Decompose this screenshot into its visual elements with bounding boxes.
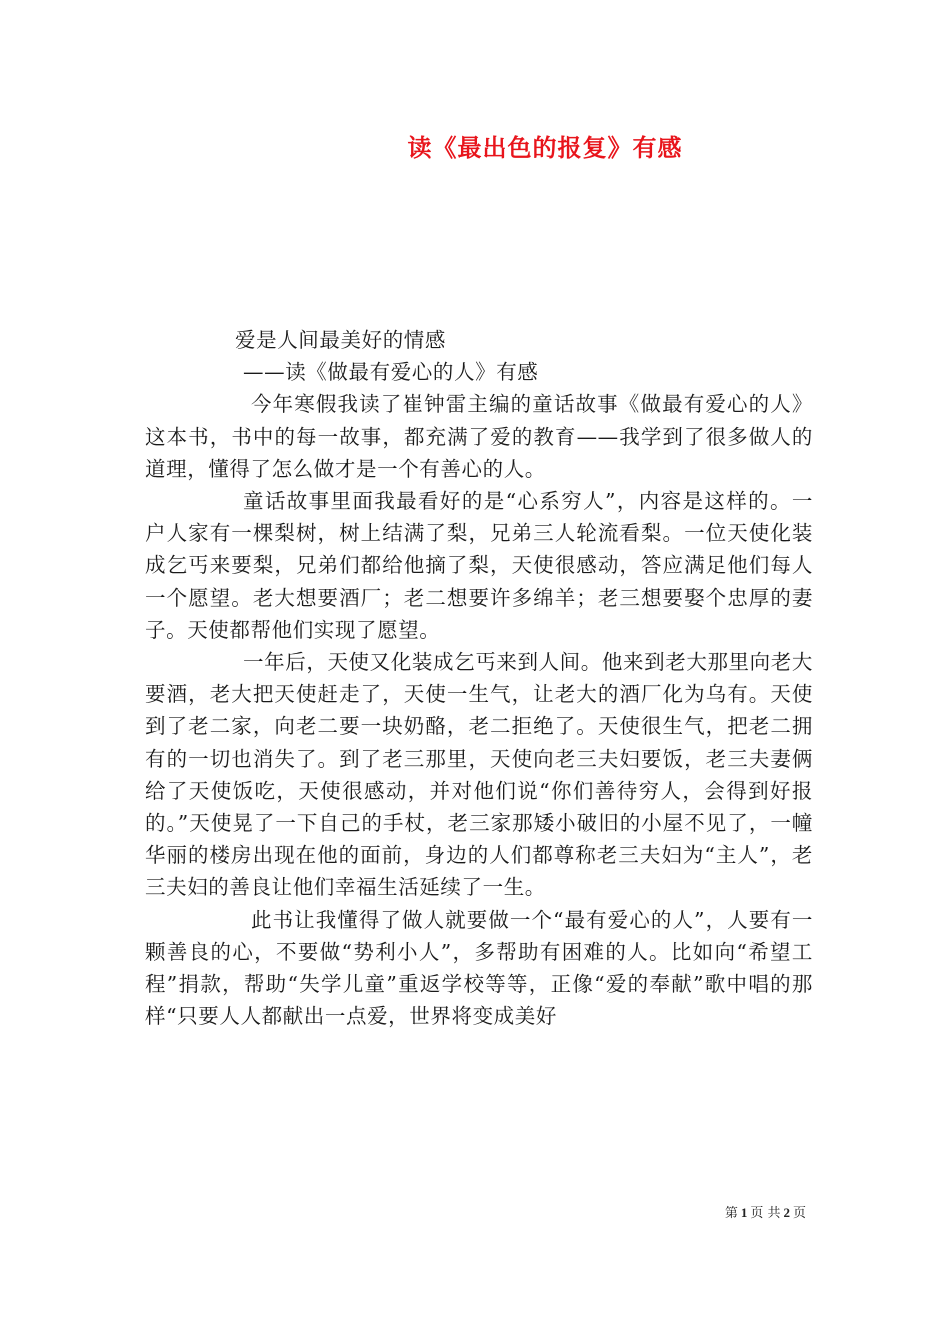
footer-total-pages: 2 (783, 1205, 790, 1220)
document-body (145, 324, 813, 1032)
footer-suffix: 页 (792, 1206, 806, 1221)
paragraph-intro: 今年寒假我读了崔钟雷主编的童话故事《做最有爱心的人》这本书，书中的每一故事，都充满了爱的教育——我学到了很多做人的道理，懂得了怎么做才是一个有善心的人。 (145, 392, 813, 481)
document-title: 读《最出色的报复》有感 (407, 134, 683, 162)
paragraph-story-outcome: 一年后，天使又化装成乞丐来到人间。他来到老大那里向老大要酒，老大把天使赶走了，天使一生气，让老大的酒厂化为乌有。天使到了老二家，向老二要一块奶酪，老二拒绝了。天使很生气，把老二拥有的一切也消失了。到了老三那里，天使向老三夫妇要饭，老三夫妻俩给了天使饭吃，天使很感动，并对他们说“你们善待穷人，会得到好报的。”天使晃了一下自己的手杖，老三家那矮小破旧的小屋不见了，一幢华丽的楼房出现在他的面前，身边的人们都尊称老三夫妇为“主人”，老三夫妇的善良让他们幸福生活延续了一生。 (145, 650, 813, 900)
subheading-book-reflection: ——读《做最有爱心的人》有感 (243, 360, 539, 385)
footer-middle: 页 共 (750, 1206, 781, 1221)
paragraph-lesson: 此书让我懂得了做人就要做一个“最有爱心的人”，人要有一颗善良的心，不要做“势利小人”，多帮助有困难的人。比如向“希望工程”捐款，帮助“失学儿童”重返学校等等，正像“爱的奉献”歌中唱的那样“只要人人都献出一点爱，世界将变成美好 (145, 907, 813, 1029)
subheading-theme: 爱是人间最美好的情感 (235, 328, 446, 352)
footer-current-page: 1 (740, 1205, 748, 1220)
paragraph-story-summary: 童话故事里面我最看好的是“心系穷人”，内容是这样的。一户人家有一棵梨树，树上结满了梨，兄弟三人轮流看梨。一位天使化装成乞丐来要梨，兄弟们都给他摘了梨，天使很感动，答应满足他们每人一个愿望。老大想要酒厂；老二想要许多绵羊；老三想要娶个忠厚的妻子。天使都帮他们实现了愿望。 (145, 489, 813, 642)
page-number-footer (725, 1204, 806, 1223)
footer-prefix: 第 (724, 1206, 738, 1221)
